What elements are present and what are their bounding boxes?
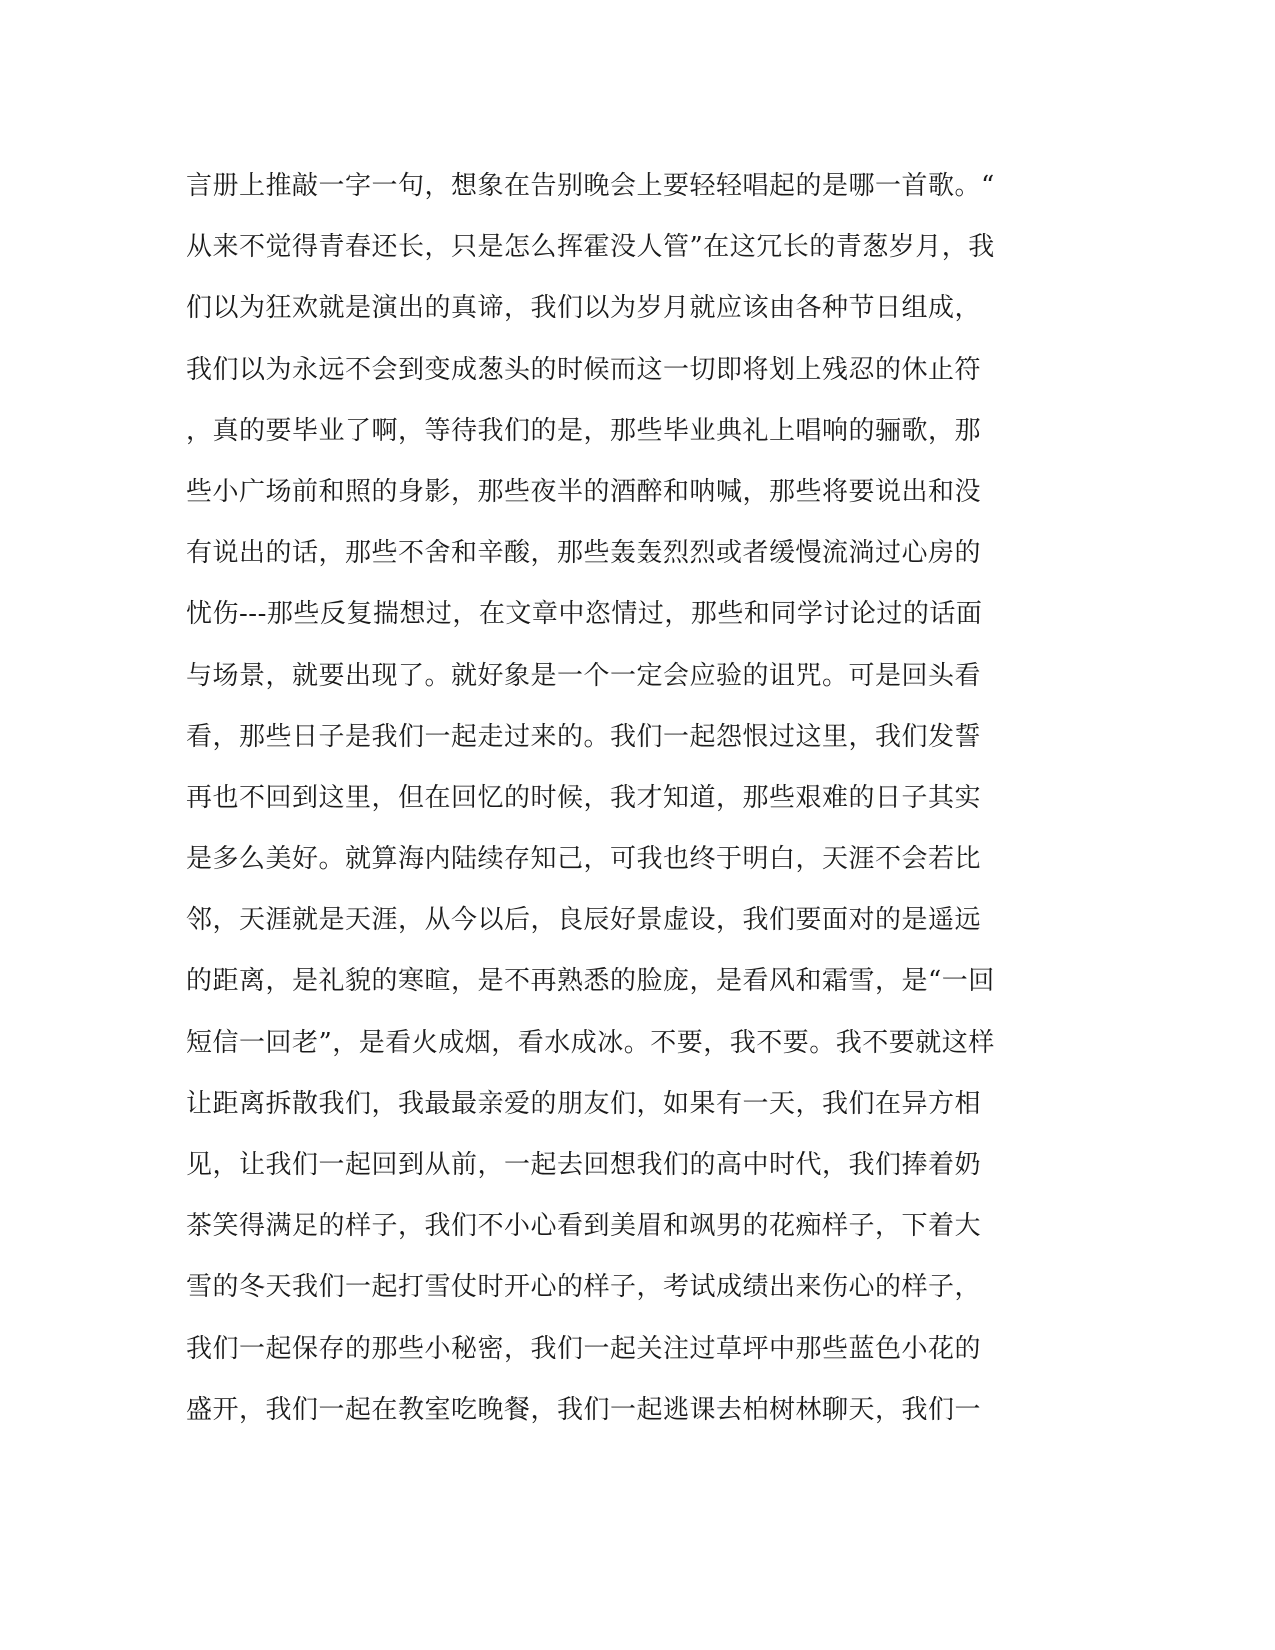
text-line: 从来不觉得青春还长，只是怎么挥霍没人管”在这冗长的青葱岁月，我 xyxy=(186,232,995,263)
text-line: 见，让我们一起回到从前，一起去回想我们的高中时代，我们捧着奶 xyxy=(186,1150,982,1180)
text-line: 让距离拆散我们，我最最亲爱的朋友们，如果有一天，我们在异方相 xyxy=(186,1088,982,1119)
text-line: ，真的要毕业了啊，等待我们的是，那些毕业典礼上唱响的骊歌，那 xyxy=(186,415,982,446)
text-line: 言册上推敲一字一句，想象在告别晚会上要轻轻唱起的是哪一首歌。“ xyxy=(186,171,995,201)
text-line: 忧伤---那些反复揣想过，在文章中恣情过，那些和同学讨论过的话面 xyxy=(186,599,983,630)
text-line: 再也不回到这里，但在回忆的时候，我才知道，那些艰难的日子其实 xyxy=(186,782,982,813)
body-text xyxy=(186,156,1086,1441)
text-line: 有说出的话，那些不舍和辛酸，那些轰轰烈烈或者缓慢流淌过心房的 xyxy=(186,538,982,569)
text-line: 与场景，就要出现了。就好象是一个一定会应验的诅咒。可是回头看 xyxy=(186,660,982,691)
text-line: 雪的冬天我们一起打雪仗时开心的样子，考试成绩出来伤心的样子， xyxy=(186,1272,982,1303)
text-line: 的距离，是礼貌的寒暄，是不再熟悉的脸庞，是看风和霜雪，是“一回 xyxy=(186,966,995,997)
text-line: 是多么美好。就算海内陆续存知己，可我也终于明白，天涯不会若比 xyxy=(186,844,982,875)
text-line: 看，那些日子是我们一起走过来的。我们一起怨恨过这里，我们发誓 xyxy=(186,721,982,752)
text-line: 盛开，我们一起在教室吃晚餐，我们一起逃课去柏树林聊天，我们一 xyxy=(186,1394,982,1425)
text-line: 邻，天涯就是天涯，从今以后，良辰好景虚设，我们要面对的是遥远 xyxy=(186,905,982,936)
text-line: 些小广场前和照的身影，那些夜半的酒醉和呐喊，那些将要说出和没 xyxy=(186,476,982,507)
text-line: 茶笑得满足的样子，我们不小心看到美眉和飒男的花痴样子，下着大 xyxy=(186,1211,982,1242)
text-line: 我们一起保存的那些小秘密，我们一起关注过草坪中那些蓝色小花的 xyxy=(186,1333,982,1364)
text-line: 们以为狂欢就是演出的真谛，我们以为岁月就应该由各种节日组成， xyxy=(186,293,982,324)
text-line: 我们以为永远不会到变成葱头的时候而这一切即将划上残忍的休止符 xyxy=(186,354,982,385)
text-line: 短信一回老”，是看火成烟，看水成冰。不要，我不要。我不要就这样 xyxy=(186,1027,995,1058)
